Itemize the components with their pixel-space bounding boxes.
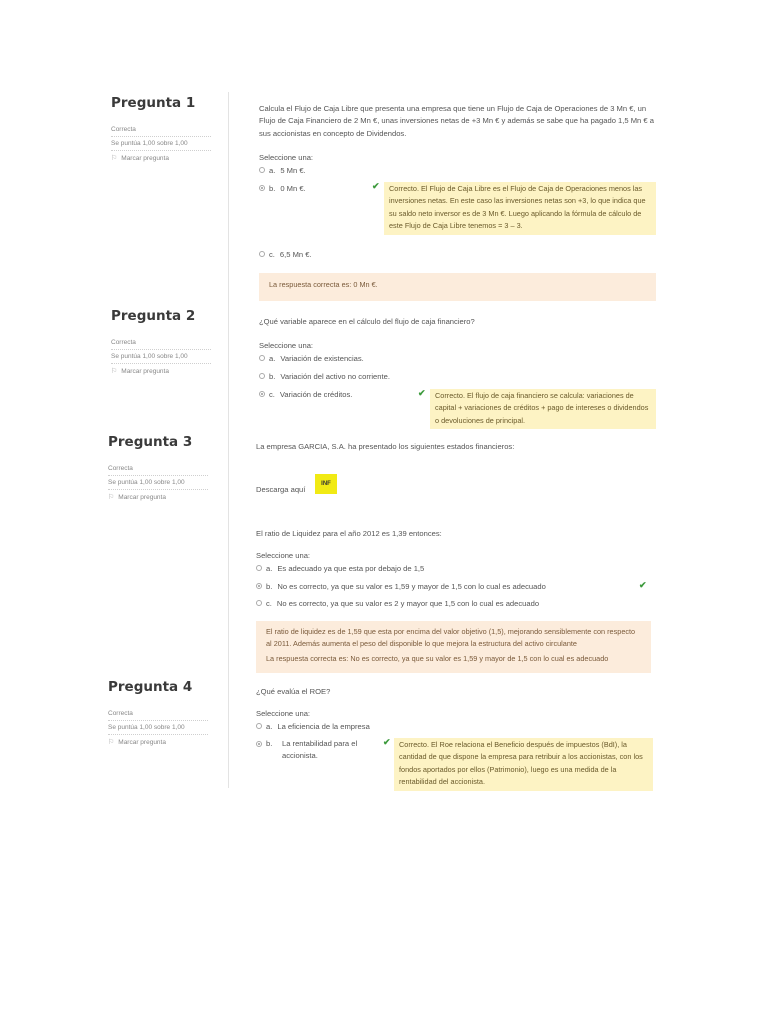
- flag-question-label: Marcar pregunta: [121, 368, 169, 375]
- right-answer-text: La respuesta correcta es: No es correcto, ya que su valor es 1,59 y mayor de 1,5 con lo cual es adecuado: [266, 653, 609, 663]
- question-title: Pregunta 2: [111, 308, 196, 324]
- radio-button-checked[interactable]: [256, 583, 262, 589]
- question-info: [111, 95, 211, 165]
- feedback-box: Correcto. El flujo de caja financiero se calcula: variaciones de capital + variaciones de créditos + pago de intereses o dividendos o devoluciones de principal.: [430, 389, 656, 429]
- question-grade: Se puntúa 1,00 sobre 1,00: [111, 350, 211, 364]
- option-b[interactable]: b. No es correcto, ya que su valor es 1,59 y mayor de 1,5 con lo cual es adecuado: [256, 581, 546, 593]
- radio-button[interactable]: [259, 167, 265, 173]
- option-a[interactable]: a. La eficiencia de la empresa: [256, 721, 370, 733]
- flag-question-link[interactable]: [108, 490, 208, 504]
- general-feedback-text: El ratio de liquidez es de 1,59 que esta por encima del valor objetivo (1,5), mejorando sensiblemente con respecto al 2011. Además aumenta el peso del disponible lo que mejora la estructura del activo circulante: [266, 627, 636, 649]
- check-icon: ✔: [639, 580, 647, 590]
- question-info: [108, 679, 208, 749]
- feedback-box: Correcto. El Roe relaciona el Beneficio después de impuestos (BdI), la cantidad de que dispone la empresa para retribuir a los accionistas, con los fondos aportados por ellos (Patrimonio), luego es una medida de la rentabilidad del accionista.: [394, 738, 653, 791]
- check-icon: ✔: [418, 388, 426, 398]
- feedback-box: Correcto. El Flujo de Caja Libre es el Flujo de Caja de Operaciones menos las inversiones netas. En este caso las inversiones netas son +3, lo que indica que su saldo neto inversor es de 3 Mn €. Luego aplicando la fórmula de cálculo de este Flujo de Caja Libre tenemos = 3 – 3.: [384, 182, 656, 235]
- radio-button[interactable]: [259, 355, 265, 361]
- question-text: ¿Qué evalúa el ROE?: [256, 687, 331, 696]
- right-answer-box: La respuesta correcta es: 0 Mn €.: [259, 273, 656, 301]
- question-state: Correcta: [108, 462, 208, 476]
- radio-button[interactable]: [259, 373, 265, 379]
- flag-icon: ⚐: [111, 368, 118, 375]
- question-title: Pregunta 3: [108, 434, 193, 450]
- flag-question-link[interactable]: [111, 364, 211, 378]
- file-icon[interactable]: INF: [315, 474, 337, 494]
- radio-button-checked[interactable]: [259, 185, 265, 191]
- radio-button-checked[interactable]: [259, 391, 265, 397]
- flag-question-link[interactable]: [108, 735, 208, 749]
- flag-question-label: Marcar pregunta: [121, 155, 169, 162]
- option-a[interactable]: a. Es adecuado ya que esta por debajo de 1,5: [256, 563, 424, 575]
- flag-icon: ⚐: [111, 155, 118, 162]
- select-one-label: Seleccione una:: [259, 341, 314, 350]
- radio-button[interactable]: [256, 565, 262, 571]
- select-one-label: Seleccione una:: [256, 709, 311, 718]
- flag-question-label: Marcar pregunta: [118, 494, 166, 501]
- check-icon: ✔: [372, 181, 380, 191]
- question-content: [256, 441, 656, 673]
- question-grade: Se puntúa 1,00 sobre 1,00: [108, 476, 208, 490]
- question-title: Pregunta 4: [108, 679, 193, 695]
- question-state: Correcta: [111, 123, 211, 137]
- flag-icon: ⚐: [108, 739, 115, 746]
- option-a[interactable]: a. 5 Mn €.: [259, 165, 306, 177]
- select-one-label: Seleccione una:: [259, 153, 314, 162]
- radio-button[interactable]: [256, 600, 262, 606]
- question-state: Correcta: [111, 336, 211, 350]
- option-b[interactable]: b. Variación del activo no corriente.: [259, 371, 390, 383]
- question-content: [259, 316, 659, 428]
- option-c[interactable]: c. 6,5 Mn €.: [259, 249, 312, 261]
- radio-button[interactable]: [256, 723, 262, 729]
- flag-question-label: Marcar pregunta: [118, 739, 166, 746]
- question-text: ¿Qué variable aparece en el cálculo del flujo de caja financiero?: [259, 317, 475, 326]
- question-text: El ratio de Liquidez para el año 2012 es 1,39 entonces:: [256, 529, 442, 538]
- radio-button-checked[interactable]: [256, 741, 262, 747]
- question-info: [108, 434, 208, 504]
- select-one-label: Seleccione una:: [256, 551, 311, 560]
- option-c[interactable]: c. No es correcto, ya que su valor es 2 y mayor que 1,5 con lo cual es adecuado: [256, 598, 539, 610]
- question-title: Pregunta 1: [111, 95, 196, 111]
- radio-button[interactable]: [259, 251, 265, 257]
- flag-question-link[interactable]: [111, 151, 211, 165]
- question-grade: Se puntúa 1,00 sobre 1,00: [108, 721, 208, 735]
- option-a[interactable]: a. Variación de existencias.: [259, 353, 364, 365]
- question-text: Calcula el Flujo de Caja Libre que presenta una empresa que tiene un Flujo de Caja de Operaciones de 3 Mn €, un Flujo de Caja Financiero de 2 Mn €, unas inversiones netas de +3 Mn € y además se sabe que ha pagado 1,5 Mn € a sus accionistas en concepto de Dividendos.: [259, 104, 654, 138]
- question-state: Correcta: [108, 707, 208, 721]
- check-icon: ✔: [383, 737, 391, 747]
- question-content: [259, 103, 659, 303]
- option-c[interactable]: c. Variación de créditos.: [259, 389, 352, 401]
- option-b[interactable]: b. 0 Mn €.: [259, 183, 306, 195]
- flag-icon: ⚐: [108, 494, 115, 501]
- question-info: [111, 308, 211, 378]
- question-grade: Se puntúa 1,00 sobre 1,00: [111, 137, 211, 151]
- general-feedback-box: [256, 621, 651, 673]
- question-content: [256, 686, 656, 786]
- question-intro: La empresa GARCIA, S.A. ha presentado los siguientes estados financieros:: [256, 442, 515, 451]
- option-b[interactable]: b. La rentabilidad para el accionista.: [256, 738, 368, 763]
- divider-line: [228, 92, 229, 788]
- download-label: Descarga aquí: [256, 485, 306, 494]
